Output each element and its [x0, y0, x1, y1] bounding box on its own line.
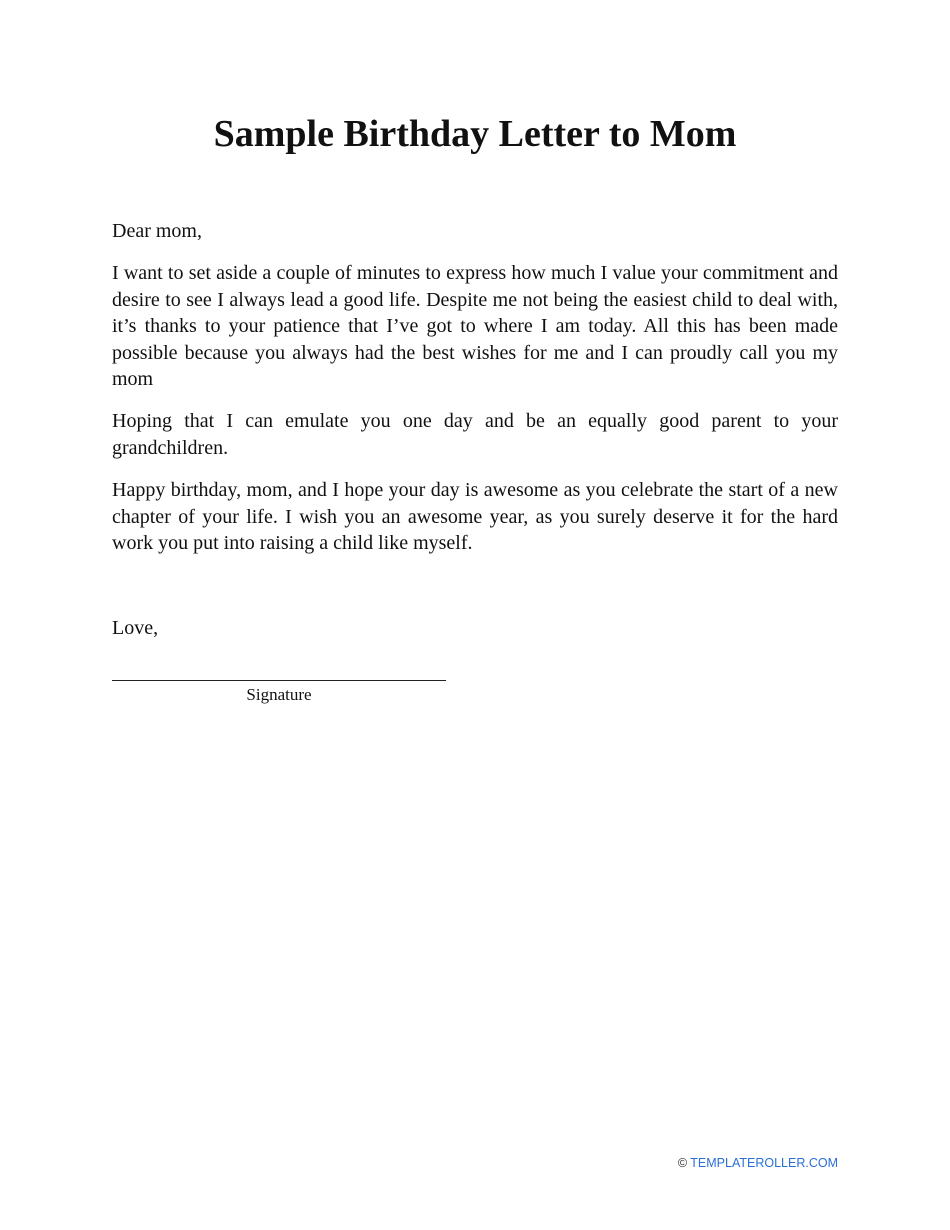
- letter-greeting: Dear mom,: [112, 220, 202, 242]
- footer-credit: [678, 1155, 838, 1171]
- copyright-icon: ©: [677, 1156, 688, 1170]
- letter-paragraph-1: I want to set aside a couple of minutes to express how much I value your commitment and desire to see I always lead a good life. Despite me not being the easiest child to deal with, it’s thanks to your patience that I’ve got to where I am today. All this has been made possible because you always had the best wishes for me and I can proudly call you my mom: [112, 262, 838, 390]
- letter-paragraph-2: Hoping that I can emulate you one day and be an equally good parent to your grandchildren.: [112, 410, 838, 459]
- signature-line: [112, 680, 446, 681]
- signature-label: Signature: [246, 685, 312, 704]
- templateroller-link[interactable]: TEMPLATEROLLER.COM: [690, 1156, 838, 1170]
- letter-closing: Love,: [112, 617, 159, 639]
- letter-paragraph-3: Happy birthday, mom, and I hope your day is awesome as you celebrate the start of a new chapter of your life. I wish you an awesome year, as you surely deserve it for the hard work you put into raising a child like myself.: [112, 479, 838, 554]
- page-title: Sample Birthday Letter to Mom: [213, 113, 737, 155]
